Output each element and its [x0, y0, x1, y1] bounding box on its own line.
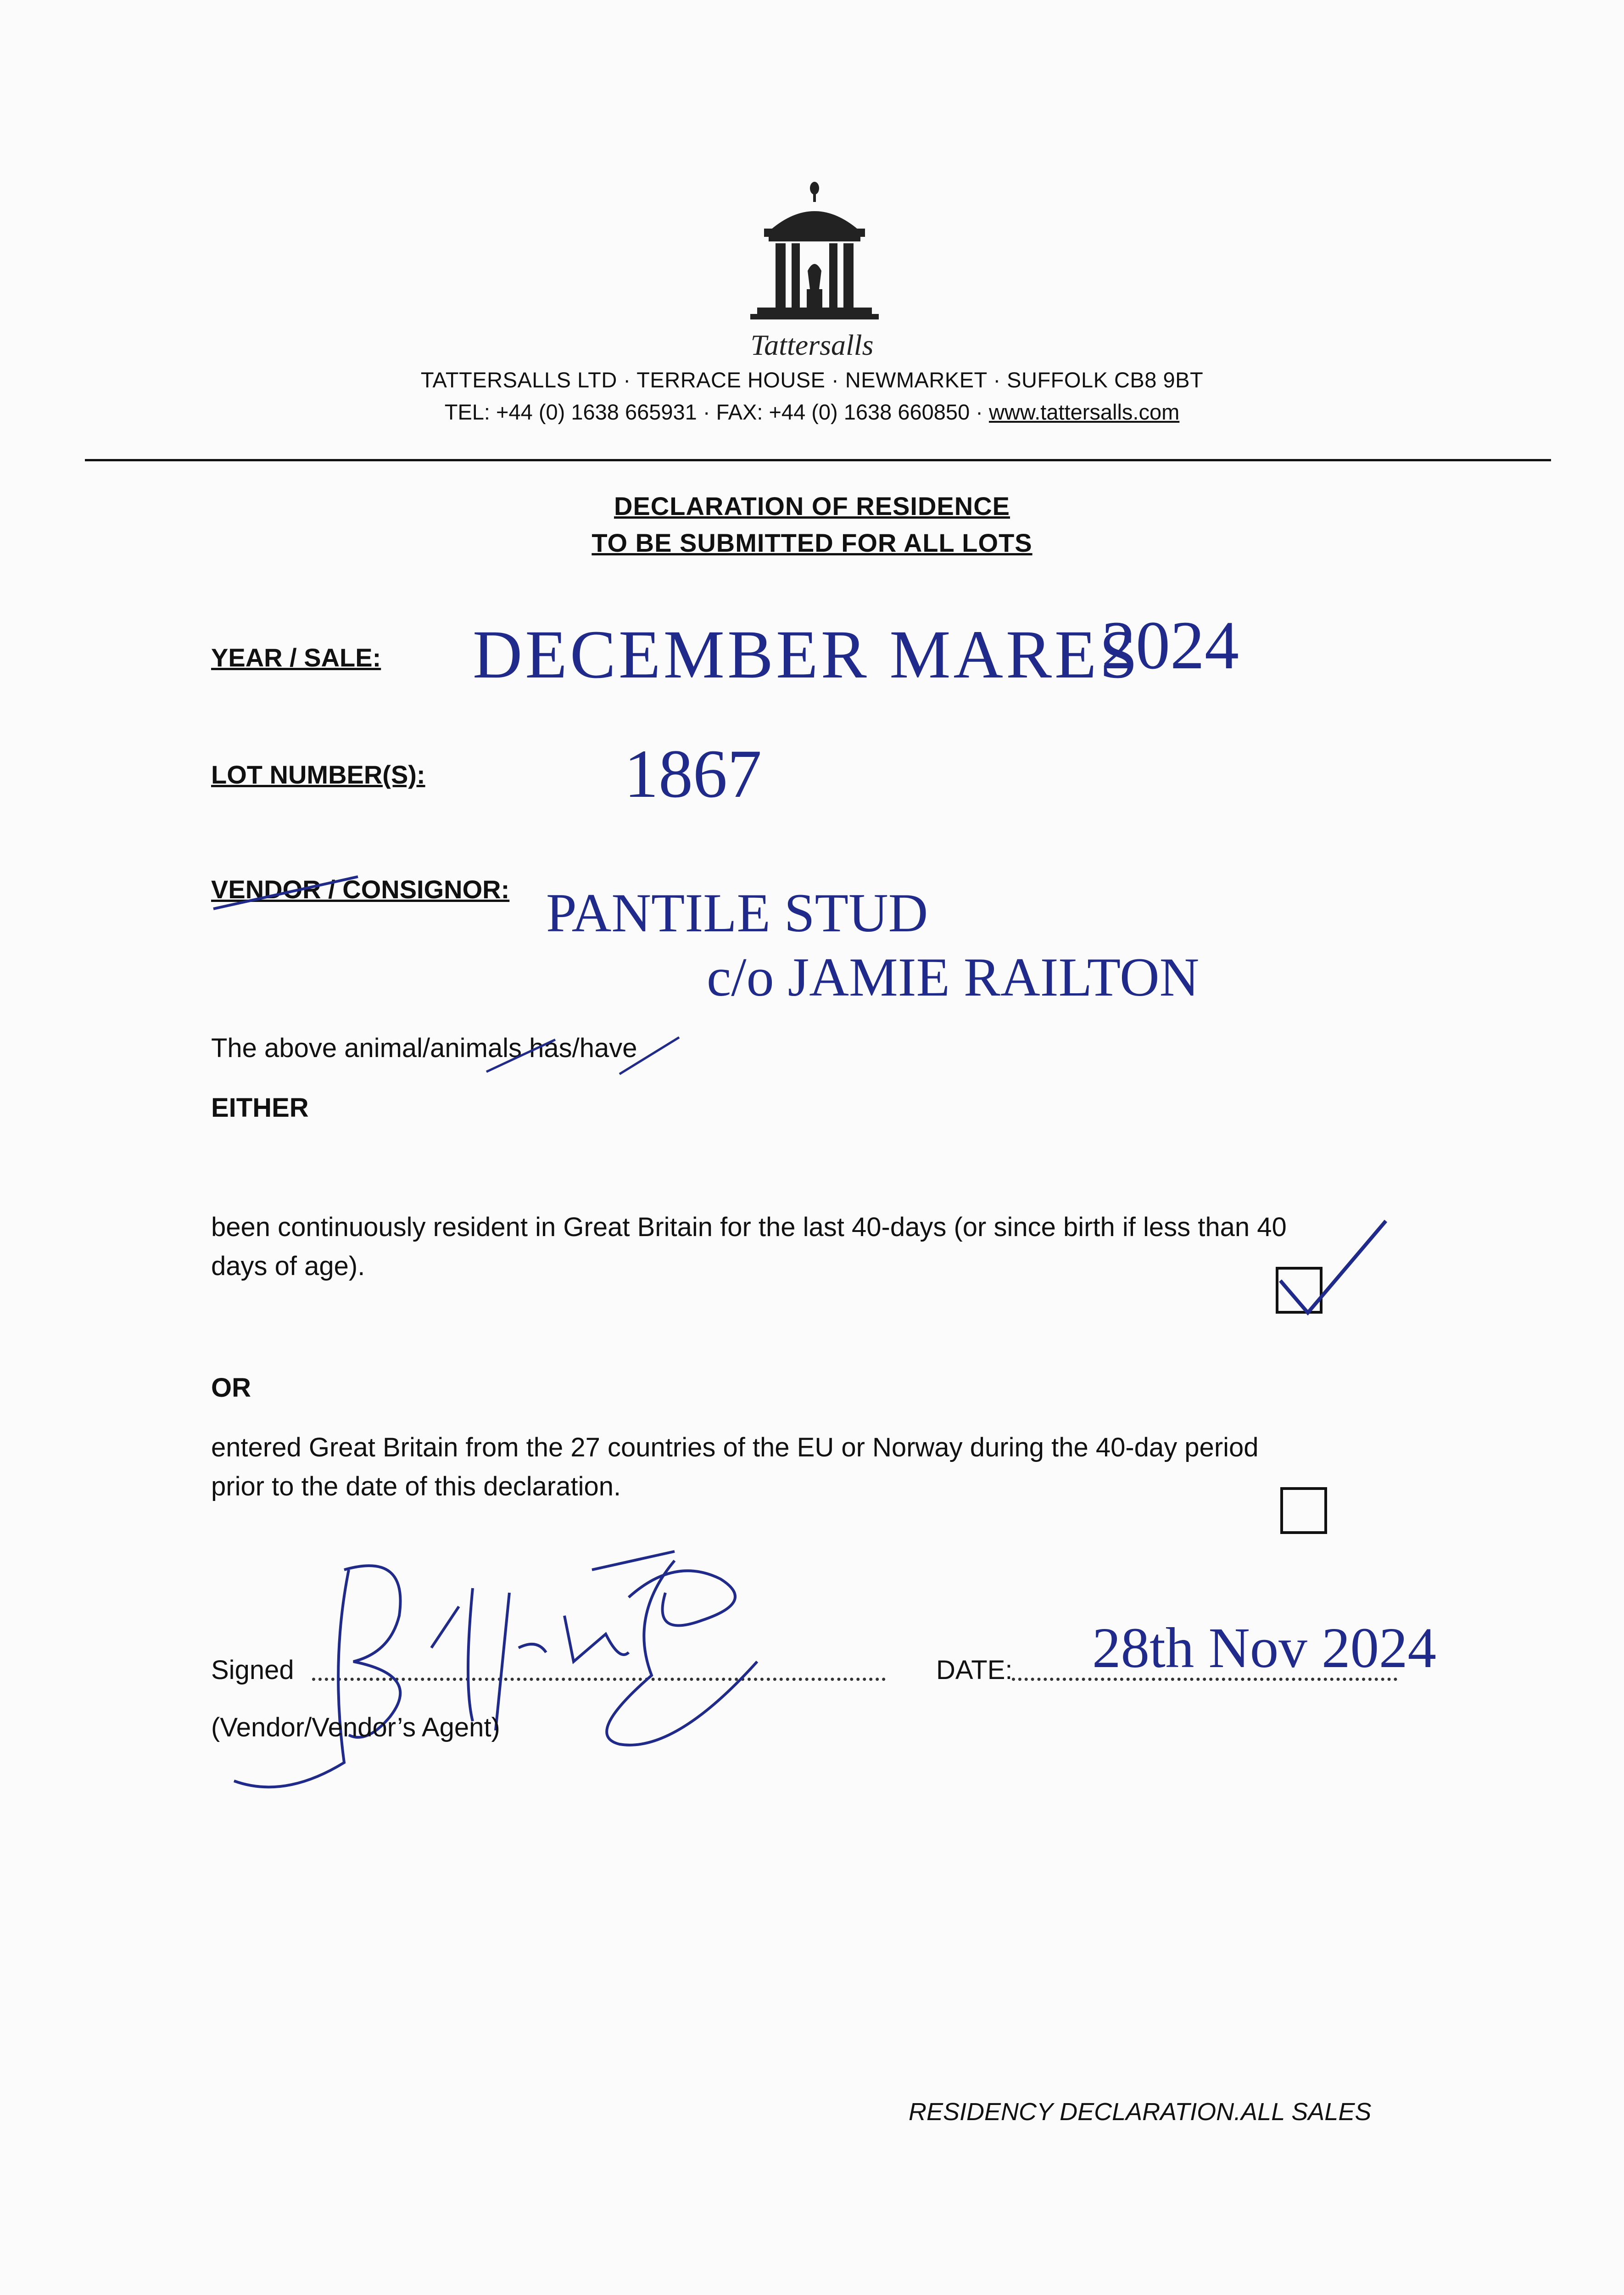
company-address: TATTERSALLS LTD · TERRACE HOUSE · NEWMARKET · SUFFOLK CB8 9BT [420, 368, 1204, 392]
page-subtitle: TO BE SUBMITTED FOR ALL LOTS [592, 528, 1032, 557]
signatory-role: (Vendor/Vendor’s Agent) [211, 1713, 500, 1742]
contact-numbers: TEL: +44 (0) 1638 665931 · FAX: +44 (0) 1638 660850 · [444, 400, 989, 424]
option2-text-line1: entered Great Britain from the 27 countries of the EU or Norway during the 40-day period [211, 1433, 1259, 1462]
vendor-value-line1: PANTILE STUD [546, 882, 928, 943]
tattersalls-logo [739, 179, 890, 326]
check-icon [1271, 1212, 1400, 1322]
year-sale-value: DECEMBER MARES [473, 616, 1141, 693]
option2-text-line2: prior to the date of this declaration. [211, 1472, 621, 1501]
footer-form-reference: RESIDENCY DECLARATION.ALL SALES [909, 2098, 1372, 2126]
website-link[interactable]: www.tattersalls.com [988, 400, 1180, 424]
or-heading: OR [211, 1373, 251, 1403]
year-sale-label: YEAR / SALE: [211, 643, 381, 672]
vendor-value-line2: c/o JAMIE RAILTON [707, 946, 1200, 1008]
brand-name: Tattersalls [750, 329, 874, 361]
contact-line [0, 399, 1624, 425]
signed-label: Signed [211, 1655, 294, 1685]
option2-checkbox[interactable] [1280, 1487, 1327, 1534]
plural-strike-marks [482, 1028, 693, 1079]
option1-text-line2: days of age). [211, 1251, 365, 1281]
either-heading: EITHER [211, 1093, 309, 1123]
page-title: DECLARATION OF RESIDENCE [614, 492, 1010, 521]
year-value: 2024 [1101, 607, 1239, 683]
lot-number-label: LOT NUMBER(S): [211, 760, 425, 789]
date-value: 28th Nov 2024 [1092, 1617, 1436, 1680]
lot-number-value: 1867 [624, 736, 762, 812]
header-divider [85, 459, 1551, 461]
vendor-strike-mark [211, 872, 363, 913]
intro-text: The above animal/animals has/have [211, 1033, 637, 1063]
signature-icon [216, 1524, 858, 1790]
date-label: DATE: [936, 1655, 1013, 1685]
vendor-consignor-label: VENDOR / CONSIGNOR: [211, 875, 510, 904]
option1-text-line1: been continuously resident in Great Britain for the last 40-days (or since birth if less than 40 [211, 1212, 1287, 1242]
